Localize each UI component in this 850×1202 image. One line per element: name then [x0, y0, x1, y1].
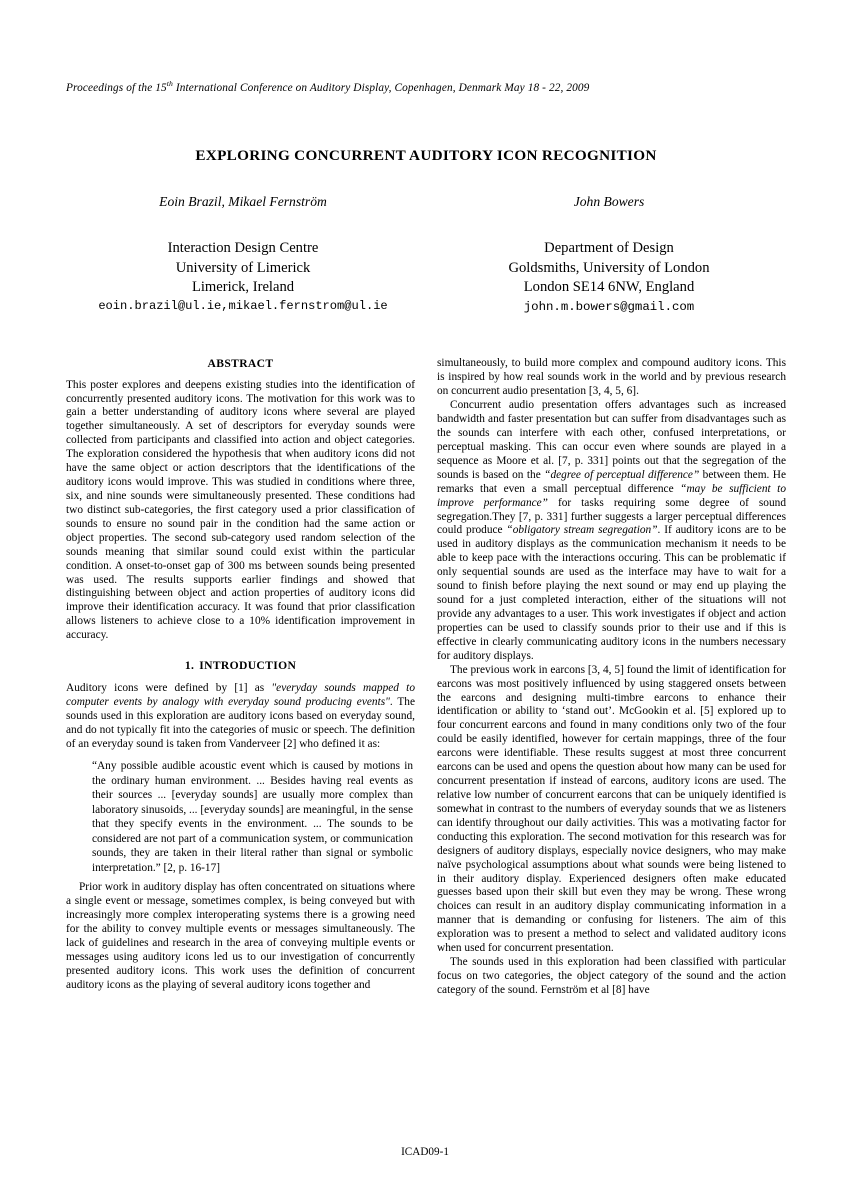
intro-paragraph-4: The previous work in earcons [3, 4, 5] found the limit of identification for earcons was most positively influenced by using staggered onsets between the earcons and designing multi-timbre earcons to enhance their identification or ability to ‘stand out’. McGookin et al. [5] explored up to four concurrent earcons and found in many conditions only two of the four could be easily identified, however for certain mappings, three of the four earcons were identifiable. These results suggest at most three concurrent earcons can be used and opens the question about how many can be used for concurrent presentation if instead of earcons, auditory icons are used. The relative low number of concurrent earcons that can be uniquely identified is somewhat in contrast to the numbers of everyday sounds that we as listeners can identify throughout our daily activities. This was a motivating factor for conducting this exploration. The second motivation for this research was for designers of auditory displays, especially novice designers, who may make naïve psychological assumptions about what sounds were being listened to in their auditory display. Experienced designers often make educated guesses based upon their skill but even they may be wrong. These wrong choices can result in an auditory display communicating information in a manner that is demanding or confusing for listeners. The aim of this exploration was to present a method to select and validated auditory icons when used for concurrent presentation.	[437, 663, 786, 955]
intro-p3-quote-2: “may be sufficient to improve performance”	[437, 482, 786, 509]
intro-paragraph-2-continued: simultaneously, to build more complex and compound auditory icons. This is inspired by how real sounds work in the world and by previous research on concurrent audio presentation [3, 4, 5, 6].	[437, 357, 786, 398]
column-left	[66, 357, 415, 992]
author-group-1	[66, 194, 426, 315]
intro-p3-part-a: Concurrent audio presentation offers advantages such as increased bandwidth and faster presentation but can suffer from disadvantages such as the sounds can interfere with each other, confused interpretations, or perceptual masking. This can occur even where sounds are played in a sequence as Moore et al. [7, p. 331] points out that the segregation of the sounds is based on the	[437, 399, 786, 481]
body-columns	[66, 357, 786, 997]
intro-paragraph-5: The sounds used in this exploration had been classified with particular focus on two categories, the object category of the sound and the action category of the sound. Fernström et al [8] have	[437, 956, 786, 996]
affiliation-line: Goldsmiths, University of London	[508, 259, 710, 276]
affiliation-line: London SE14 6NW, England	[523, 278, 695, 295]
blockquote-text: “Any possible audible acoustic event which is caused by motions in the ordinary human environment. ... Besides having real events as their sources ... [everyday sounds] are usually more complex than laboratory sinusoids, ... [everyday sounds] are meaningful, in the sense that they specify events in the environment. ... The sounds to be considered are not part of a communication system, or communication sounds, they are taken in their literal rather than signal or symbolic interpretation.” [2, p. 16-17]	[92, 760, 413, 874]
running-header-suffix: International Conference on Auditory Display, Copenhagen, Denmark May 18 - 22, 2009	[172, 82, 590, 94]
running-header-prefix: Proceedings of the 15	[66, 82, 167, 94]
intro-p3-quote-3: “obligatory stream segregation”	[506, 524, 658, 537]
author-names-1: Eoin Brazil, Mikael Fernström	[159, 194, 327, 210]
author-email-2[interactable]: john.m.bowers@gmail.com	[523, 300, 695, 315]
affiliation-line: Department of Design	[544, 240, 674, 257]
author-email-1[interactable]: eoin.brazil@ul.ie,mikael.fernstrom@ul.ie	[98, 299, 388, 314]
intro-p1-part-a: Auditory icons were defined by [1] as	[66, 682, 272, 695]
title-block	[66, 146, 786, 316]
abstract-paragraph: This poster explores and deepens existing studies into the identification of concurrently presented auditory icons. The motivation for this work was to gain a better understanding of auditory icons where several are played together simultaneously. A set of descriptors for everyday sounds were collected from participants and classified into action and object categories. The exploration considered the hypothesis that when auditory icons did not have the same object or action descriptors that the identifications of the auditory icons would improve. This was studied in conditions where three, six, and nine sounds were simultaneously presented. These conditions had two distinct sub-categories, the first category used a prior classification of sounds to ensure no sound pair in the condition had the same action or object properties. The second sub-category used random selection of the sounds meaning that similar sound could exist within the particular condition. A onset-to-onset gap of 300 ms between sounds being presented was used. The results supports earlier findings and showed that distinguishing between object and action properties of auditory icons did improve their identification accuracy. It was found that prior classification allows listeners to achieve close to a 10% identification improvement in accuracy.	[66, 378, 415, 642]
intro-p1-part-b: . The sounds used in this exploration are auditory icons based on everyday sound, and do not typically fit into the categories of music or speech. The definition of an everyday sound is taken from Vanderveer [2] who defined it as:	[66, 696, 415, 751]
affiliation-line: Interaction Design Centre	[167, 240, 319, 257]
section-title: INTRODUCTION	[199, 659, 297, 673]
intro-p1-quote: "everyday sounds mapped to computer events by analogy with everyday sound producing events"	[66, 682, 415, 709]
intro-p3-part-d: . If auditory icons are to be used in auditory displays as the communication mechanism it needs to be able to keep pace with the interactions occuring. This can be problematic if only sequential sounds are used as the interface may have to wait for a sound to finish before playing the next sound or may end up playing the sound for a just completed interaction, either of the situations will not provide any advantages to a user. This work investigates if object and action properties can be used to classify sounds prior to their use and if this is effective in clearly communicating auditory icons in the numbers necessary for auditory displays.	[437, 524, 786, 662]
affiliation-line: Limerick, Ireland	[191, 278, 295, 295]
column-right	[437, 357, 786, 997]
page-footer	[0, 1146, 850, 1158]
section-number: 1.	[184, 659, 195, 673]
intro-p3-quote-1: “degree of perceptual difference”	[544, 468, 700, 481]
introduction-heading	[66, 659, 415, 673]
intro-paragraph-2: Prior work in auditory display has often concentrated on situations where a single event or message, sometimes complex, is being conveyed but with increasingly more complex interoperating systems there is a growing need for the ability to convey multiple events or messages simultaneously. The lack of guidelines and research in the area of conveying multiple events or messages using auditory icons led us to our investigation of concurrently presented auditory icons. This work uses the definition of concurrent auditory icons as the playing of several auditory icons together and	[66, 881, 415, 991]
affiliation-2	[432, 239, 786, 315]
running-header-ordinal-suffix: th	[166, 79, 173, 89]
intro-paragraph-1	[66, 682, 415, 752]
page-content	[66, 79, 787, 998]
authors-row	[66, 194, 786, 315]
affiliation-1	[66, 239, 420, 315]
page-title: EXPLORING CONCURRENT AUDITORY ICON RECOGNITION	[195, 146, 657, 164]
page-number-label: ICAD09-1	[401, 1146, 449, 1158]
intro-p3-part-c: for tasks requiring some degree of sound segregation.They [7, p. 331] further suggests a larger perceptual differences could produce	[437, 496, 786, 537]
intro-p3-part-b: between them. He remarks that even a small perceptual difference	[437, 468, 787, 495]
affiliation-line: University of Limerick	[175, 259, 311, 276]
vanderveer-blockquote	[66, 759, 415, 875]
author-names-2: John Bowers	[573, 194, 645, 210]
abstract-heading: ABSTRACT	[207, 357, 274, 371]
running-header	[66, 79, 786, 96]
author-group-2	[426, 194, 786, 315]
intro-paragraph-3	[437, 399, 786, 664]
